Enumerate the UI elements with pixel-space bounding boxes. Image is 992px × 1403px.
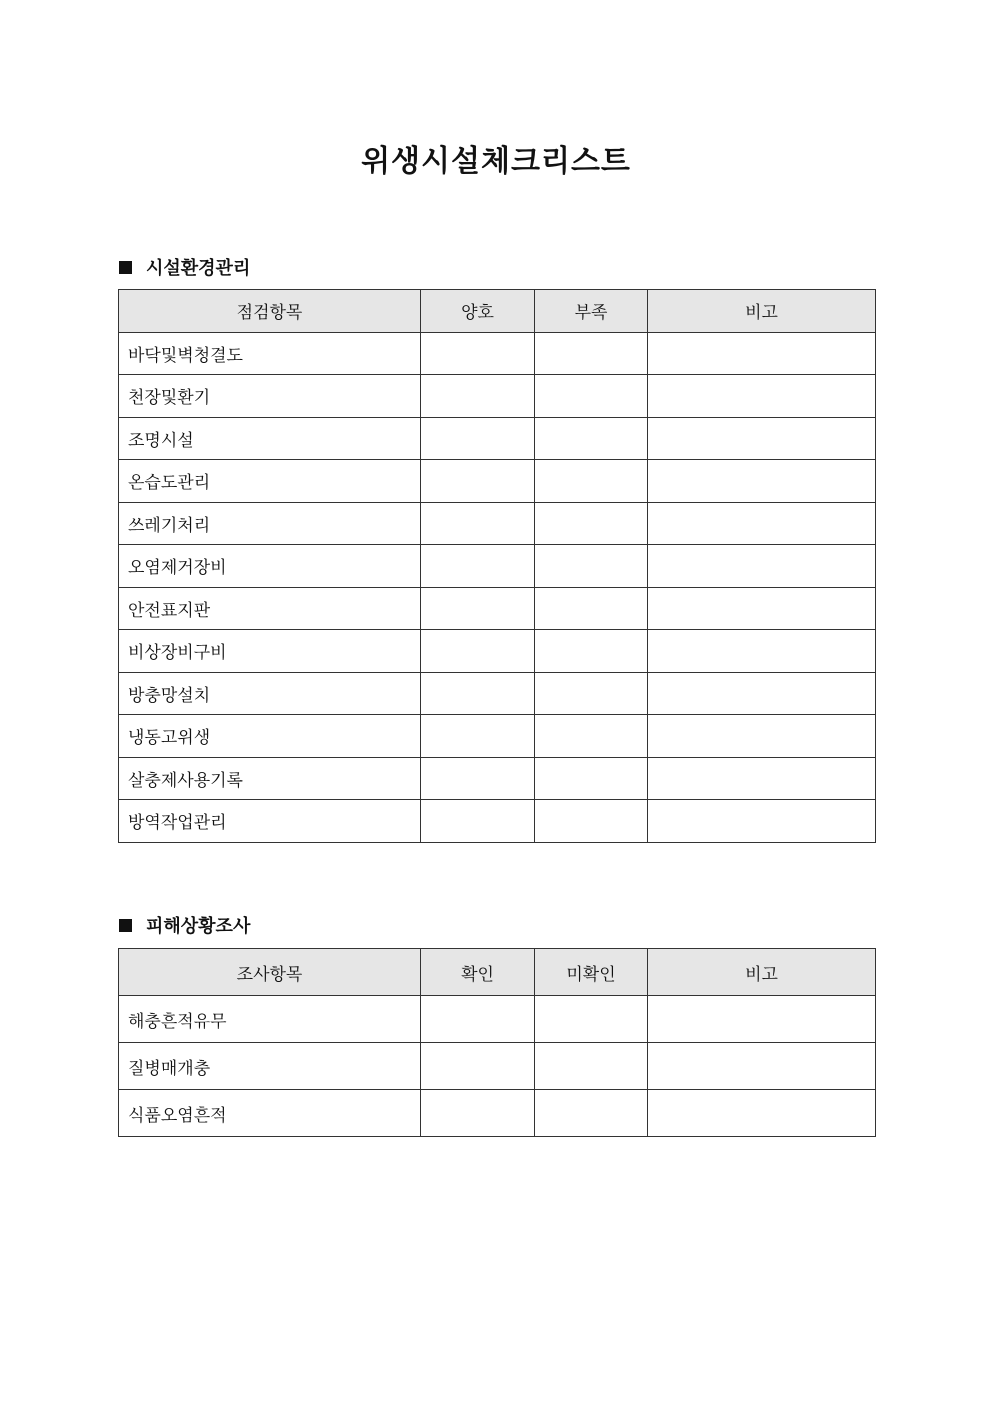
row-item-label: 방충망설치 xyxy=(119,672,421,715)
good-cell[interactable] xyxy=(421,332,535,375)
table-row xyxy=(119,800,876,843)
remarks-cell[interactable] xyxy=(648,1043,876,1090)
insufficient-cell[interactable] xyxy=(535,630,648,673)
table-row xyxy=(119,1090,876,1137)
insufficient-cell[interactable] xyxy=(535,545,648,588)
page-title: 위생시설체크리스트 xyxy=(361,144,631,179)
good-cell[interactable] xyxy=(421,460,535,503)
column-header-good: 양호 xyxy=(421,290,535,333)
column-header-item: 조사항목 xyxy=(119,949,421,996)
confirmed-cell[interactable] xyxy=(421,1090,535,1137)
table-row xyxy=(119,672,876,715)
good-cell[interactable] xyxy=(421,757,535,800)
table-row xyxy=(119,417,876,460)
column-header-confirmed: 확인 xyxy=(421,949,535,996)
remarks-cell[interactable] xyxy=(648,332,876,375)
good-cell[interactable] xyxy=(421,630,535,673)
insufficient-cell[interactable] xyxy=(535,672,648,715)
square-bullet-icon xyxy=(119,919,132,932)
remarks-cell[interactable] xyxy=(648,545,876,588)
insufficient-cell[interactable] xyxy=(535,332,648,375)
row-item-label: 조명시설 xyxy=(119,417,421,460)
insufficient-cell[interactable] xyxy=(535,800,648,843)
good-cell[interactable] xyxy=(421,800,535,843)
table-row xyxy=(119,996,876,1043)
column-header-remarks: 비고 xyxy=(648,290,876,333)
table-row xyxy=(119,460,876,503)
good-cell[interactable] xyxy=(421,672,535,715)
unconfirmed-cell[interactable] xyxy=(535,1043,648,1090)
remarks-cell[interactable] xyxy=(648,715,876,758)
table-row xyxy=(119,1043,876,1090)
good-cell[interactable] xyxy=(421,375,535,418)
section-heading-facility xyxy=(119,254,250,280)
column-header-remarks: 비고 xyxy=(648,949,876,996)
facility-checklist-table xyxy=(118,289,876,843)
remarks-cell[interactable] xyxy=(648,375,876,418)
row-item-label: 온습도관리 xyxy=(119,460,421,503)
table-header-row xyxy=(119,290,876,333)
remarks-cell[interactable] xyxy=(648,996,876,1043)
remarks-cell[interactable] xyxy=(648,757,876,800)
good-cell[interactable] xyxy=(421,715,535,758)
insufficient-cell[interactable] xyxy=(535,587,648,630)
remarks-cell[interactable] xyxy=(648,417,876,460)
insufficient-cell[interactable] xyxy=(535,502,648,545)
row-item-label: 질병매개충 xyxy=(119,1043,421,1090)
good-cell[interactable] xyxy=(421,587,535,630)
insufficient-cell[interactable] xyxy=(535,375,648,418)
remarks-cell[interactable] xyxy=(648,1090,876,1137)
table-row xyxy=(119,587,876,630)
table-row xyxy=(119,715,876,758)
table-row xyxy=(119,630,876,673)
row-item-label: 해충흔적유무 xyxy=(119,996,421,1043)
column-header-item: 점검항목 xyxy=(119,290,421,333)
remarks-cell[interactable] xyxy=(648,587,876,630)
confirmed-cell[interactable] xyxy=(421,996,535,1043)
confirmed-cell[interactable] xyxy=(421,1043,535,1090)
table-row xyxy=(119,375,876,418)
table-row xyxy=(119,545,876,588)
section-heading-label: 피해상황조사 xyxy=(146,916,251,937)
unconfirmed-cell[interactable] xyxy=(535,1090,648,1137)
table-row xyxy=(119,757,876,800)
row-item-label: 방역작업관리 xyxy=(119,800,421,843)
table-header-row xyxy=(119,949,876,996)
square-bullet-icon xyxy=(119,261,132,274)
insufficient-cell[interactable] xyxy=(535,715,648,758)
insufficient-cell[interactable] xyxy=(535,757,648,800)
good-cell[interactable] xyxy=(421,417,535,460)
insufficient-cell[interactable] xyxy=(535,460,648,503)
section-heading-damage xyxy=(119,912,250,938)
remarks-cell[interactable] xyxy=(648,672,876,715)
row-item-label: 오염제거장비 xyxy=(119,545,421,588)
row-item-label: 식품오염흔적 xyxy=(119,1090,421,1137)
damage-survey-table xyxy=(118,948,876,1137)
table-row xyxy=(119,332,876,375)
row-item-label: 바닥및벽청결도 xyxy=(119,332,421,375)
remarks-cell[interactable] xyxy=(648,502,876,545)
row-item-label: 천장및환기 xyxy=(119,375,421,418)
insufficient-cell[interactable] xyxy=(535,417,648,460)
row-item-label: 쓰레기처리 xyxy=(119,502,421,545)
good-cell[interactable] xyxy=(421,545,535,588)
row-item-label: 안전표지판 xyxy=(119,587,421,630)
table-row xyxy=(119,502,876,545)
section-heading-label: 시설환경관리 xyxy=(146,258,251,279)
remarks-cell[interactable] xyxy=(648,630,876,673)
column-header-insufficient: 부족 xyxy=(535,290,648,333)
remarks-cell[interactable] xyxy=(648,800,876,843)
row-item-label: 살충제사용기록 xyxy=(119,757,421,800)
row-item-label: 비상장비구비 xyxy=(119,630,421,673)
unconfirmed-cell[interactable] xyxy=(535,996,648,1043)
remarks-cell[interactable] xyxy=(648,460,876,503)
column-header-unconfirmed: 미확인 xyxy=(535,949,648,996)
row-item-label: 냉동고위생 xyxy=(119,715,421,758)
good-cell[interactable] xyxy=(421,502,535,545)
